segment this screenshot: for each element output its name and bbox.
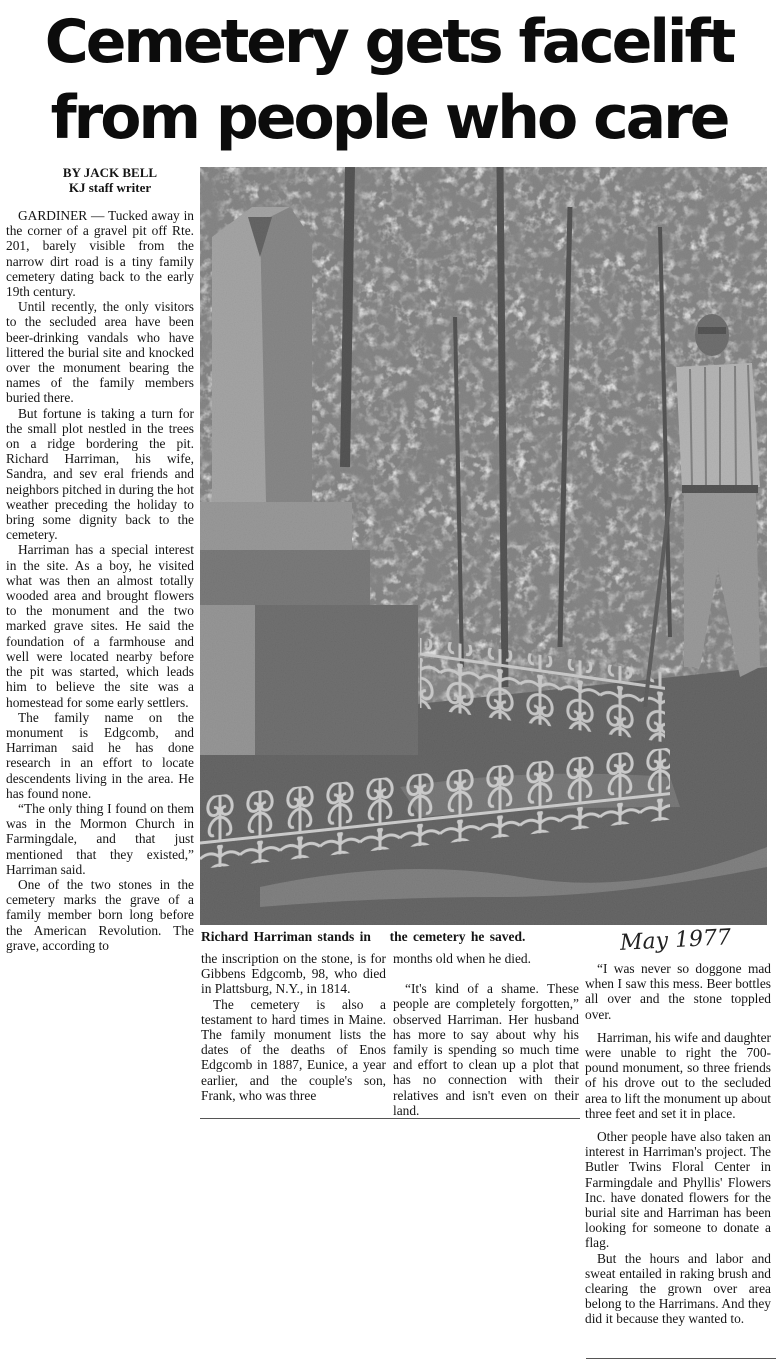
paragraph: Until recently, the only visitors to the secluded area have been beer-drinking vandals who have littered the burial site and knocked over the monument bearing the names of the family members buried there. bbox=[6, 299, 194, 406]
paragraph: The cemetery is also a testament to hard times in Maine. The family monument lists the dates of the deaths of Enos Edgcomb in 1887, Eunice, a year earlier, and the couple's son, Frank, who was three bbox=[201, 996, 386, 1103]
caption-part-2: the cemetery he saved. bbox=[389, 929, 526, 944]
paragraph: “I was never so doggone mad when I saw this mess. Beer bottles all over and the stone toppled over. bbox=[585, 961, 771, 1022]
paragraph: Harriman has a special interest in the site. As a boy, he visited what was then an almost totally wooded area and brought flowers to the monument and the two marked grave sites. He said the foundation of a farmhouse and well were located nearby before the pit was started, which leads him to believe the site was a homestead for some early settlers. bbox=[6, 542, 194, 710]
photo-caption bbox=[201, 929, 581, 945]
column-end-rule bbox=[200, 1118, 580, 1119]
paragraph: the inscription on the stone, is for Gibbens Edgcomb, 98, who died in Plattsburg, N.Y., in 1814. bbox=[201, 951, 386, 997]
article-end-rule bbox=[586, 1358, 776, 1359]
paragraph: The family name on the monument is Edgcomb, and Harriman said he has done research in an effort to locate descendents living in the area. He has found none. bbox=[6, 709, 194, 801]
byline: BY JACK BELL bbox=[62, 165, 158, 180]
article-column-2 bbox=[201, 951, 386, 1103]
paragraph: But fortune is taking a turn for the small plot nestled in the trees on a ridge bordering the pit. Richard Harriman, his wife, Sandra, and sev eral friends and neighbors pitched in during the hot weather preceding the holiday to bring some dignity back to the cemetery. bbox=[6, 405, 194, 543]
headline-line-1: Cemetery gets facelift bbox=[44, 7, 734, 77]
article-column-3 bbox=[393, 951, 579, 1118]
article-photo bbox=[200, 167, 767, 925]
byline-role: KJ staff writer bbox=[68, 180, 152, 195]
handwritten-date: May 1977 bbox=[619, 925, 732, 956]
article-column-4 bbox=[585, 961, 771, 1327]
paragraph: But the hours and labor and sweat entailed in raking brush and clearing the grown over area belong to the Harrimans. And they did it because they wanted to. bbox=[585, 1250, 771, 1327]
paragraph: Other people have also taken an interest in Harriman's project. The Butler Twins Floral Center in Farmingdale and Phyllis' Flowers Inc. have donated flowers for the burial site and Harriman has been looking for someone to donate a flag. bbox=[585, 1129, 771, 1251]
paragraph: “It's kind of a shame. These people are completely forgotten,” observed Harriman. Her husband has more to say about why his family is spending so much time and effort to clean up a plot that has no connection with their relatives and isn't even on their land. bbox=[393, 981, 579, 1118]
article-column-1 bbox=[6, 208, 194, 953]
headline-line-2: from people who care bbox=[50, 83, 728, 153]
caption-part-1: Richard Harriman stands in bbox=[201, 929, 371, 944]
paragraph: GARDINER — Tucked away in the corner of a gravel pit off Rte. 201, barely visible from the narrow dirt road is a tiny family cemetery dating back to the early 19th century. bbox=[6, 208, 194, 300]
paragraph: “The only thing I found on them was in the Mormon Church in Farmingdale, and that just mentioned that they existed,” Harriman said. bbox=[6, 800, 194, 877]
paragraph: Harriman, his wife and daughter were unable to right the 700-pound monument, so three friends of his drove out to the secluded area to lift the monument up about three feet and set it in place. bbox=[585, 1029, 771, 1121]
cemetery-photo-illustration bbox=[200, 167, 767, 925]
paragraph: months old when he died. bbox=[393, 951, 531, 966]
paragraph: One of the two stones in the cemetery marks the grave of a family member born long before the American Revolution. The grave, according to bbox=[6, 876, 194, 953]
